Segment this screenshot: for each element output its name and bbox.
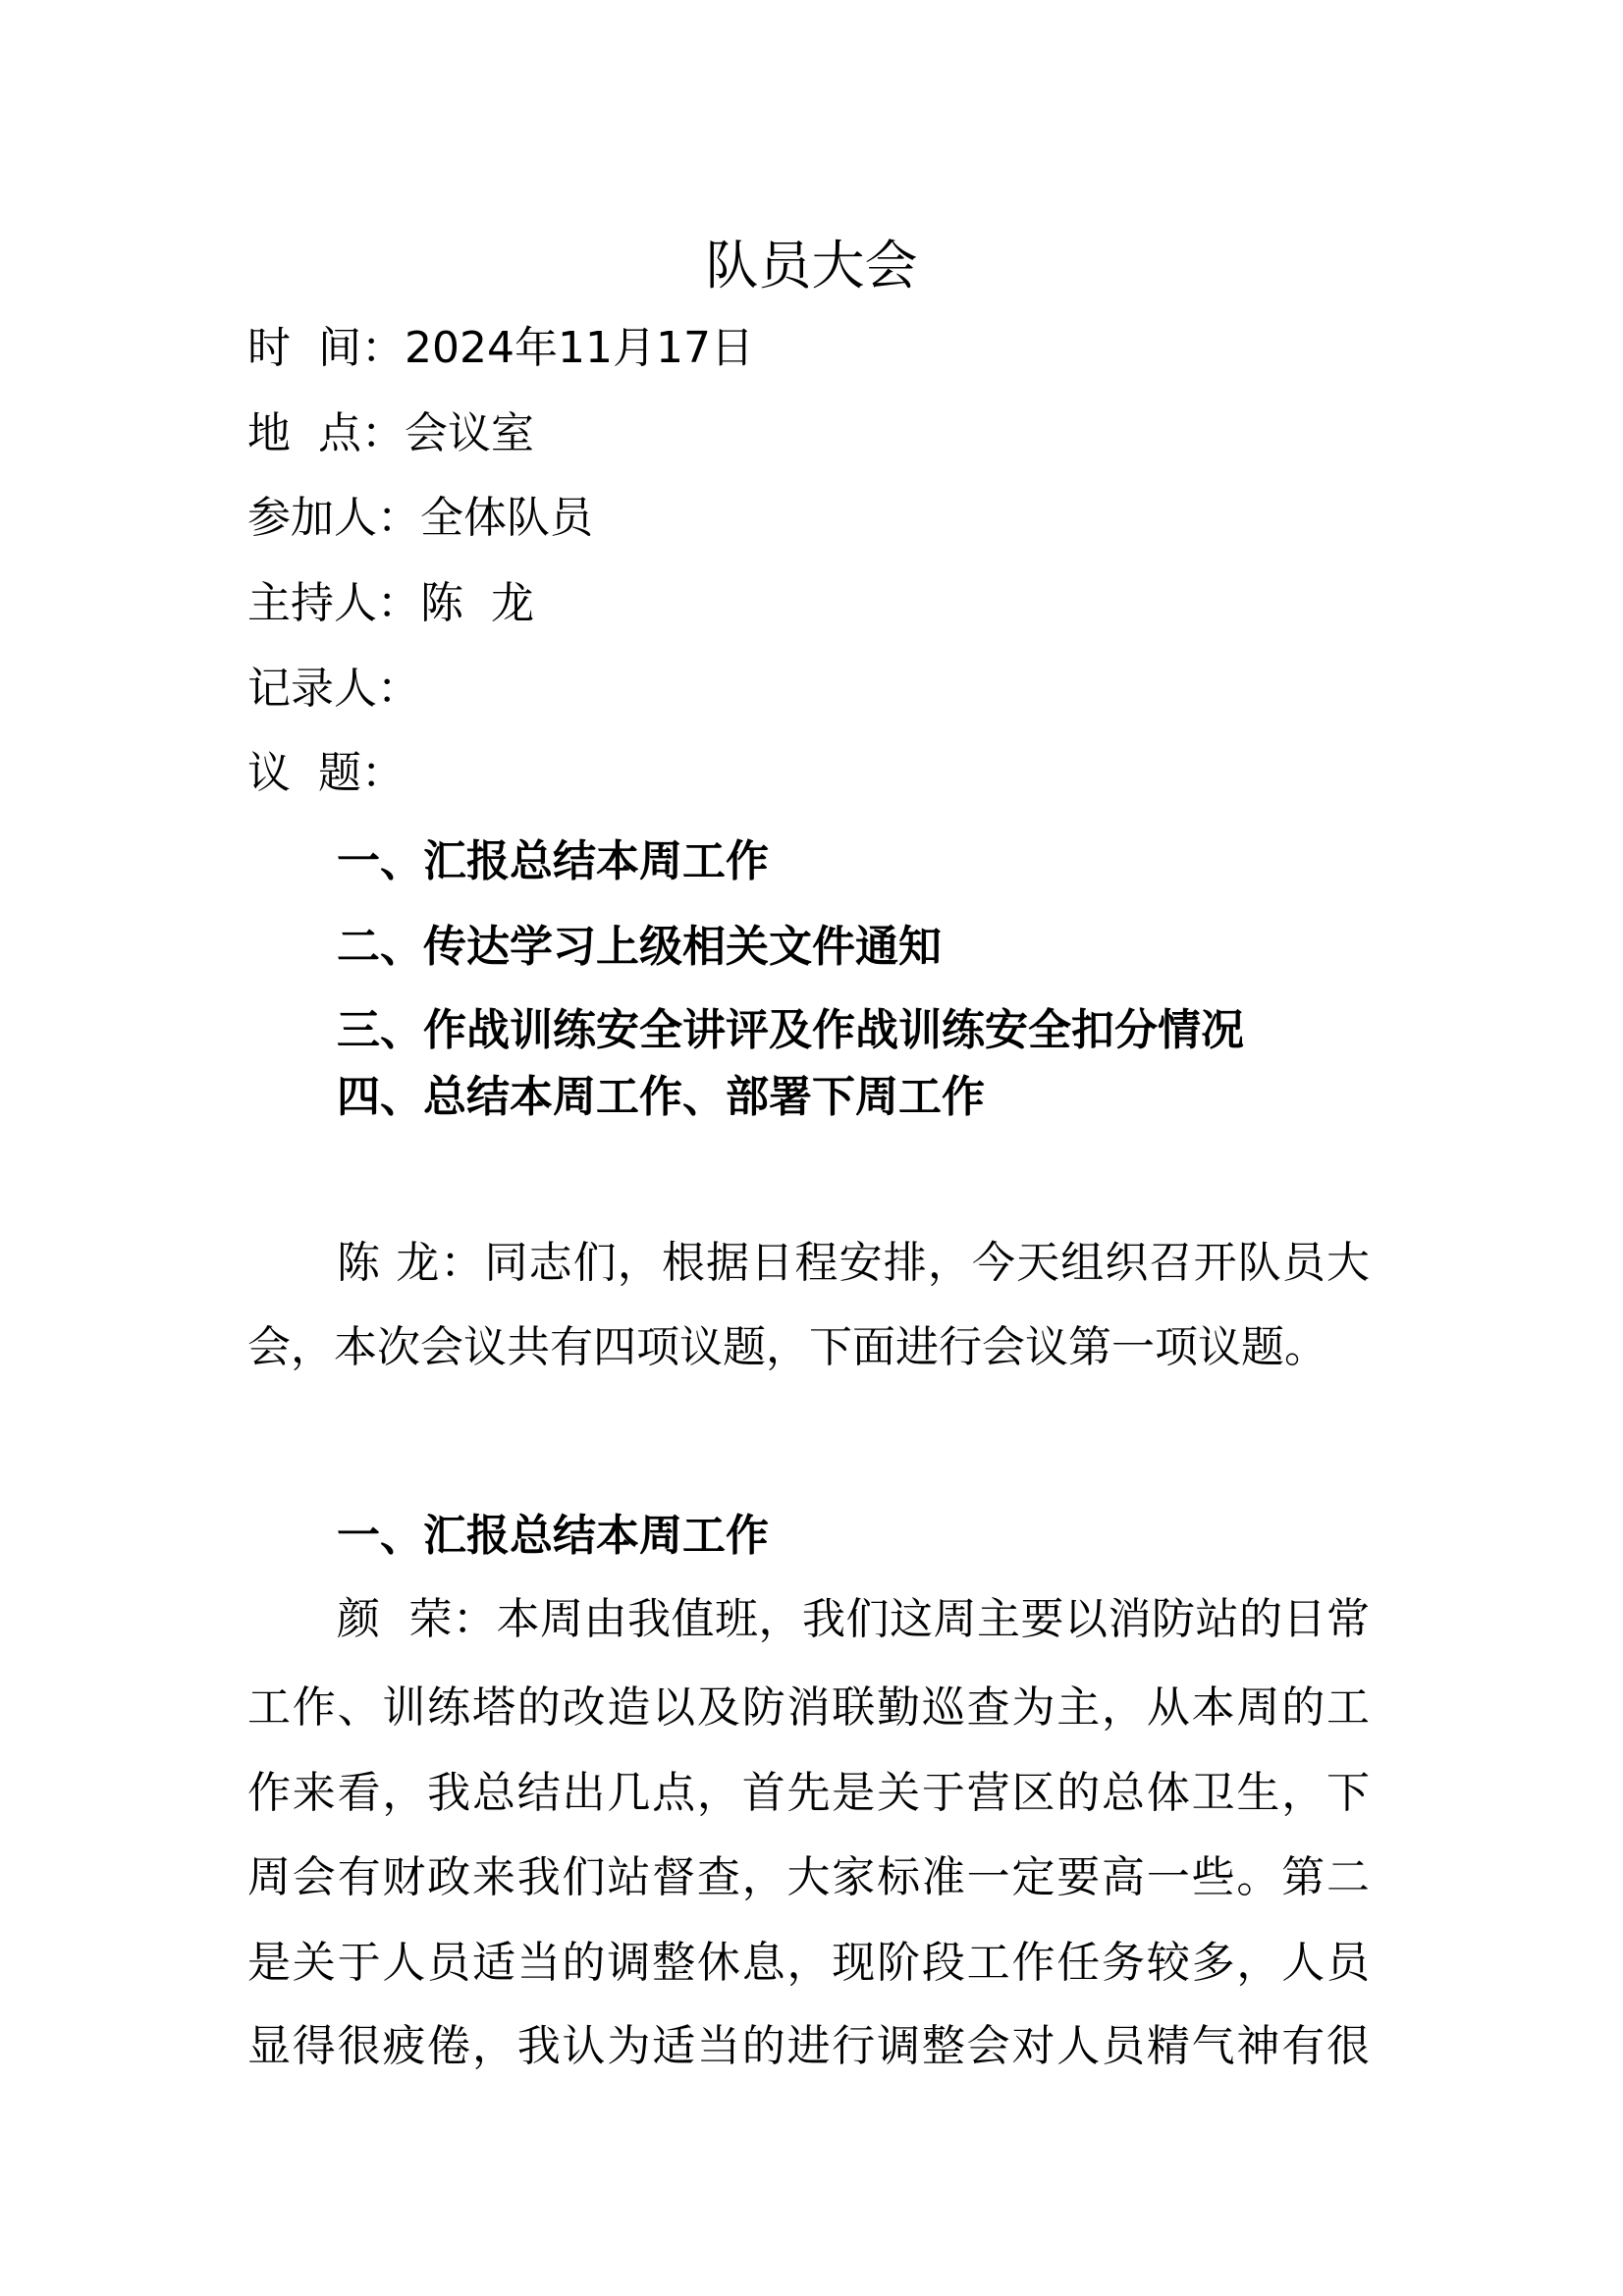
meta-time <box>247 306 754 391</box>
page-title: 队员大会 <box>705 235 918 296</box>
body-line: 周会有财政来我们站督查，大家标准一定要高一些。第二 <box>247 1852 1370 1902</box>
attendees-value: 全体队员 <box>420 493 593 543</box>
opening-line: 会，本次会议共有四项议题，下面进行会议第一项议题。 <box>247 1322 1327 1372</box>
meta-place <box>247 392 534 476</box>
section-heading: 一、汇报总结本周工作 <box>337 1511 769 1561</box>
body-line: 工作、训练塔的改造以及防消联勤巡查为主，从本周的工 <box>247 1682 1370 1733</box>
host-value: 陈 龙 <box>420 578 534 628</box>
meta-attendees <box>247 476 593 561</box>
body-line: 是关于人员适当的调整休息，现阶段工作任务较多，人员 <box>247 1938 1370 1988</box>
body-line: 作来看，我总结出几点，首先是关于营区的总体卫生，下 <box>247 1768 1370 1818</box>
meta-host <box>247 561 534 646</box>
body-line: 颜 荣：本周由我值班，我们这周主要以消防站的日常 <box>337 1594 1370 1644</box>
meta-agenda <box>247 731 405 816</box>
time-label: 时 间： <box>247 323 405 373</box>
agenda-item: 三、作战训练安全讲评及作战训练安全扣分情况 <box>337 1005 1244 1055</box>
agenda-label: 议 题： <box>247 748 405 798</box>
place-value: 会议室 <box>404 408 534 458</box>
host-label: 主持人： <box>247 578 420 628</box>
agenda-item: 四、总结本周工作、部署下周工作 <box>337 1072 985 1122</box>
body-line: 显得很疲倦，我认为适当的进行调整会对人员精气神有很 <box>247 2021 1370 2071</box>
meta-recorder <box>247 647 420 731</box>
agenda-item: 二、传达学习上级相关文件通知 <box>337 922 942 972</box>
place-label: 地 点： <box>247 408 405 458</box>
recorder-label: 记录人： <box>247 664 420 714</box>
attendees-label: 参加人： <box>247 493 420 543</box>
opening-line: 陈 龙：同志们，根据日程安排，今天组织召开队员大 <box>337 1238 1370 1288</box>
time-value: 2024年11月17日 <box>404 323 754 373</box>
agenda-item: 一、汇报总结本周工作 <box>337 836 769 886</box>
